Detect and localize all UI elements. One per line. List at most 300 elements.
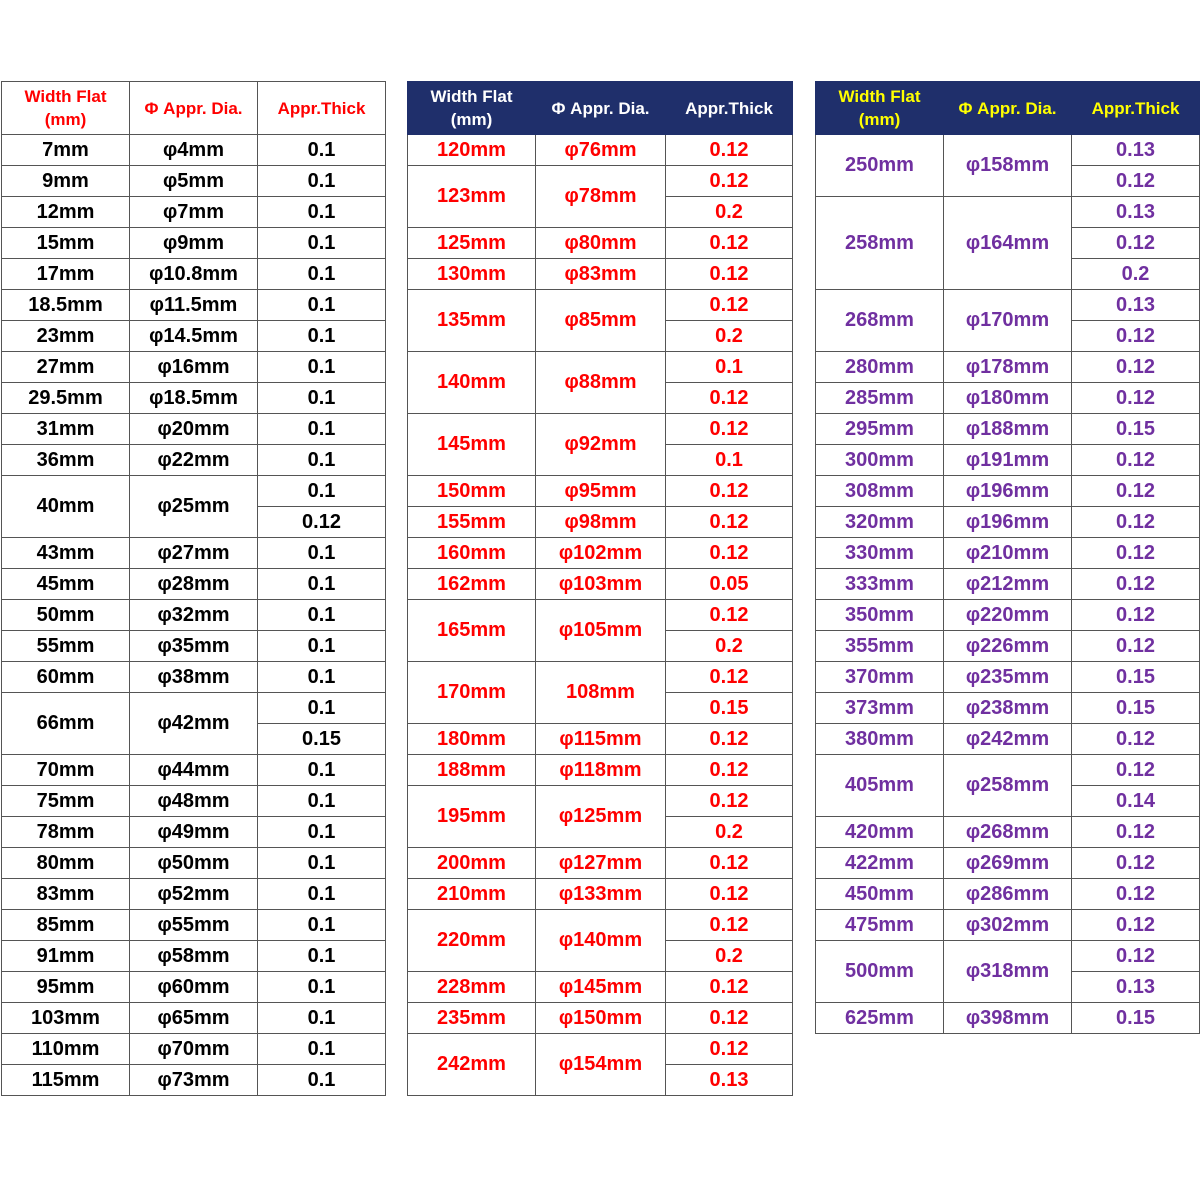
table-row: [408, 259, 793, 290]
table-row: [2, 290, 386, 321]
appr-dia-cell: φ83mm: [536, 259, 666, 290]
width-flat-cell: 625mm: [816, 1003, 944, 1034]
appr-dia-cell: φ73mm: [130, 1065, 258, 1096]
table-row: [816, 631, 1200, 662]
table-header-row: [408, 82, 793, 135]
appr-thick-cell: 0.12: [1072, 755, 1200, 786]
table-row: [408, 476, 793, 507]
table-row: [816, 290, 1200, 321]
table-row: [408, 972, 793, 1003]
table-row: [2, 383, 386, 414]
appr-dia-cell: φ10.8mm: [130, 259, 258, 290]
appr-thick-cell: 0.14: [1072, 786, 1200, 817]
appr-thick-cell: 0.12: [258, 507, 386, 538]
appr-thick-cell: 0.1: [258, 228, 386, 259]
appr-thick-cell: 0.15: [1072, 414, 1200, 445]
table-row: [816, 755, 1200, 786]
appr-dia-cell: φ150mm: [536, 1003, 666, 1034]
appr-dia-cell: φ210mm: [944, 538, 1072, 569]
width-flat-cell: 120mm: [408, 135, 536, 166]
appr-dia-cell: φ238mm: [944, 693, 1072, 724]
width-flat-cell: 55mm: [2, 631, 130, 662]
table-row: [2, 848, 386, 879]
appr-dia-cell: φ20mm: [130, 414, 258, 445]
width-flat-cell: 155mm: [408, 507, 536, 538]
width-flat-cell: 280mm: [816, 352, 944, 383]
width-flat-cell: 320mm: [816, 507, 944, 538]
table-row: [2, 135, 386, 166]
table-row: [816, 848, 1200, 879]
table-row: [816, 1003, 1200, 1034]
appr-dia-cell: φ102mm: [536, 538, 666, 569]
table-row: [408, 135, 793, 166]
table-row: [408, 507, 793, 538]
header-width-flat: Width Flat (mm): [2, 82, 130, 135]
appr-thick-cell: 0.2: [666, 941, 793, 972]
width-flat-cell: 80mm: [2, 848, 130, 879]
appr-thick-cell: 0.12: [666, 879, 793, 910]
appr-thick-cell: 0.12: [666, 383, 793, 414]
appr-thick-cell: 0.12: [1072, 166, 1200, 197]
table-row: [2, 414, 386, 445]
width-flat-cell: 300mm: [816, 445, 944, 476]
appr-dia-cell: φ103mm: [536, 569, 666, 600]
appr-thick-cell: 0.12: [666, 166, 793, 197]
appr-dia-cell: φ38mm: [130, 662, 258, 693]
appr-thick-cell: 0.12: [666, 538, 793, 569]
width-flat-cell: 75mm: [2, 786, 130, 817]
appr-dia-cell: φ188mm: [944, 414, 1072, 445]
appr-dia-cell: φ80mm: [536, 228, 666, 259]
appr-dia-cell: φ4mm: [130, 135, 258, 166]
appr-thick-cell: 0.12: [666, 972, 793, 1003]
table-row: [2, 600, 386, 631]
appr-thick-cell: 0.1: [258, 166, 386, 197]
appr-thick-cell: 0.12: [666, 259, 793, 290]
width-flat-cell: 95mm: [2, 972, 130, 1003]
appr-thick-cell: 0.1: [258, 817, 386, 848]
table-row: [2, 693, 386, 724]
appr-thick-cell: 0.12: [1072, 600, 1200, 631]
appr-dia-cell: φ105mm: [536, 600, 666, 662]
width-flat-cell: 85mm: [2, 910, 130, 941]
appr-thick-cell: 0.1: [258, 290, 386, 321]
width-flat-cell: 135mm: [408, 290, 536, 352]
table-row: [816, 662, 1200, 693]
width-flat-cell: 180mm: [408, 724, 536, 755]
appr-thick-cell: 0.15: [258, 724, 386, 755]
appr-thick-cell: 0.2: [666, 817, 793, 848]
appr-dia-cell: φ220mm: [944, 600, 1072, 631]
appr-dia-cell: φ42mm: [130, 693, 258, 755]
width-flat-cell: 160mm: [408, 538, 536, 569]
width-flat-cell: 333mm: [816, 569, 944, 600]
width-flat-cell: 162mm: [408, 569, 536, 600]
table-row: [816, 197, 1200, 228]
width-flat-cell: 60mm: [2, 662, 130, 693]
table-row: [408, 352, 793, 383]
appr-thick-cell: 0.12: [666, 755, 793, 786]
table-row: [408, 662, 793, 693]
width-flat-cell: 188mm: [408, 755, 536, 786]
appr-thick-cell: 0.1: [258, 538, 386, 569]
appr-dia-cell: φ318mm: [944, 941, 1072, 1003]
appr-thick-cell: 0.12: [1072, 383, 1200, 414]
width-flat-cell: 242mm: [408, 1034, 536, 1096]
table-row: [816, 569, 1200, 600]
table-row: [816, 941, 1200, 972]
width-flat-cell: 29.5mm: [2, 383, 130, 414]
table-row: [408, 1034, 793, 1065]
width-flat-cell: 373mm: [816, 693, 944, 724]
appr-thick-cell: 0.1: [258, 941, 386, 972]
width-flat-cell: 103mm: [2, 1003, 130, 1034]
width-flat-cell: 258mm: [816, 197, 944, 290]
width-flat-cell: 500mm: [816, 941, 944, 1003]
width-flat-cell: 17mm: [2, 259, 130, 290]
width-flat-cell: 330mm: [816, 538, 944, 569]
appr-dia-cell: φ242mm: [944, 724, 1072, 755]
appr-dia-cell: φ154mm: [536, 1034, 666, 1096]
appr-thick-cell: 0.1: [258, 445, 386, 476]
appr-thick-cell: 0.05: [666, 569, 793, 600]
appr-dia-cell: φ22mm: [130, 445, 258, 476]
appr-dia-cell: φ52mm: [130, 879, 258, 910]
width-flat-cell: 91mm: [2, 941, 130, 972]
appr-dia-cell: φ158mm: [944, 135, 1072, 197]
appr-thick-cell: 0.12: [666, 414, 793, 445]
width-flat-cell: 405mm: [816, 755, 944, 817]
appr-thick-cell: 0.12: [666, 848, 793, 879]
appr-thick-cell: 0.15: [666, 693, 793, 724]
appr-dia-cell: φ44mm: [130, 755, 258, 786]
table-row: [2, 476, 386, 507]
table-row: [2, 569, 386, 600]
table-row: [2, 1065, 386, 1096]
table-row: [816, 538, 1200, 569]
appr-dia-cell: φ5mm: [130, 166, 258, 197]
header-appr-dia: Φ Appr. Dia.: [536, 82, 666, 135]
appr-thick-cell: 0.15: [1072, 693, 1200, 724]
appr-thick-cell: 0.12: [666, 228, 793, 259]
table-row: [816, 476, 1200, 507]
table-row: [816, 383, 1200, 414]
appr-thick-cell: 0.12: [1072, 569, 1200, 600]
appr-dia-cell: φ196mm: [944, 507, 1072, 538]
table-row: [408, 879, 793, 910]
table-row: [408, 910, 793, 941]
appr-dia-cell: φ178mm: [944, 352, 1072, 383]
width-flat-cell: 66mm: [2, 693, 130, 755]
width-flat-cell: 130mm: [408, 259, 536, 290]
width-flat-cell: 31mm: [2, 414, 130, 445]
appr-thick-cell: 0.15: [1072, 1003, 1200, 1034]
appr-thick-cell: 0.12: [1072, 941, 1200, 972]
table-row: [2, 817, 386, 848]
appr-thick-cell: 0.1: [258, 414, 386, 445]
appr-dia-cell: φ76mm: [536, 135, 666, 166]
width-flat-cell: 308mm: [816, 476, 944, 507]
width-flat-cell: 210mm: [408, 879, 536, 910]
appr-thick-cell: 0.12: [1072, 848, 1200, 879]
width-flat-cell: 36mm: [2, 445, 130, 476]
appr-thick-cell: 0.12: [1072, 445, 1200, 476]
appr-thick-cell: 0.12: [1072, 910, 1200, 941]
width-flat-cell: 295mm: [816, 414, 944, 445]
appr-dia-cell: φ55mm: [130, 910, 258, 941]
appr-dia-cell: φ50mm: [130, 848, 258, 879]
table-row: [2, 197, 386, 228]
width-flat-cell: 50mm: [2, 600, 130, 631]
spec-table-1: [1, 81, 386, 1096]
appr-thick-cell: 0.12: [1072, 476, 1200, 507]
table-row: [408, 290, 793, 321]
table-row: [2, 352, 386, 383]
appr-thick-cell: 0.2: [666, 197, 793, 228]
appr-dia-cell: φ115mm: [536, 724, 666, 755]
table-row: [2, 910, 386, 941]
appr-dia-cell: φ7mm: [130, 197, 258, 228]
table-row: [2, 1003, 386, 1034]
appr-dia-cell: φ18.5mm: [130, 383, 258, 414]
table-row: [408, 786, 793, 817]
table-row: [408, 538, 793, 569]
appr-thick-cell: 0.12: [666, 1034, 793, 1065]
appr-dia-cell: φ118mm: [536, 755, 666, 786]
table-row: [2, 786, 386, 817]
appr-thick-cell: 0.12: [666, 600, 793, 631]
appr-dia-cell: φ191mm: [944, 445, 1072, 476]
table-row: [816, 414, 1200, 445]
appr-dia-cell: φ127mm: [536, 848, 666, 879]
width-flat-cell: 285mm: [816, 383, 944, 414]
width-flat-cell: 475mm: [816, 910, 944, 941]
width-flat-cell: 9mm: [2, 166, 130, 197]
table-row: [408, 1003, 793, 1034]
table-row: [2, 941, 386, 972]
appr-thick-cell: 0.2: [666, 631, 793, 662]
width-flat-cell: 125mm: [408, 228, 536, 259]
table-header-row: [816, 82, 1200, 135]
appr-dia-cell: φ398mm: [944, 1003, 1072, 1034]
width-flat-cell: 228mm: [408, 972, 536, 1003]
width-flat-cell: 43mm: [2, 538, 130, 569]
appr-dia-cell: φ70mm: [130, 1034, 258, 1065]
table-row: [816, 352, 1200, 383]
appr-thick-cell: 0.1: [258, 383, 386, 414]
appr-dia-cell: φ60mm: [130, 972, 258, 1003]
table-row: [2, 166, 386, 197]
header-appr-thick: Appr.Thick: [258, 82, 386, 135]
table-row: [408, 166, 793, 197]
appr-thick-cell: 0.1: [666, 445, 793, 476]
appr-thick-cell: 0.1: [258, 662, 386, 693]
appr-thick-cell: 0.12: [666, 910, 793, 941]
appr-thick-cell: 0.12: [666, 507, 793, 538]
appr-thick-cell: 0.1: [258, 631, 386, 662]
width-flat-cell: 380mm: [816, 724, 944, 755]
table-row: [2, 879, 386, 910]
appr-dia-cell: φ269mm: [944, 848, 1072, 879]
appr-dia-cell: φ140mm: [536, 910, 666, 972]
appr-thick-cell: 0.2: [666, 321, 793, 352]
table-row: [816, 817, 1200, 848]
appr-thick-cell: 0.1: [258, 1065, 386, 1096]
appr-dia-cell: φ27mm: [130, 538, 258, 569]
table-row: [816, 693, 1200, 724]
appr-dia-cell: φ98mm: [536, 507, 666, 538]
appr-dia-cell: φ65mm: [130, 1003, 258, 1034]
appr-thick-cell: 0.12: [1072, 321, 1200, 352]
appr-thick-cell: 0.2: [1072, 259, 1200, 290]
appr-thick-cell: 0.1: [258, 321, 386, 352]
width-flat-cell: 27mm: [2, 352, 130, 383]
width-flat-cell: 18.5mm: [2, 290, 130, 321]
appr-thick-cell: 0.12: [1072, 631, 1200, 662]
width-flat-cell: 250mm: [816, 135, 944, 197]
appr-thick-cell: 0.1: [258, 197, 386, 228]
appr-dia-cell: φ235mm: [944, 662, 1072, 693]
appr-thick-cell: 0.1: [666, 352, 793, 383]
table-row: [2, 631, 386, 662]
table-row: [408, 848, 793, 879]
width-flat-cell: 70mm: [2, 755, 130, 786]
width-flat-cell: 15mm: [2, 228, 130, 259]
appr-dia-cell: φ258mm: [944, 755, 1072, 817]
appr-thick-cell: 0.12: [666, 135, 793, 166]
appr-dia-cell: φ196mm: [944, 476, 1072, 507]
appr-thick-cell: 0.1: [258, 786, 386, 817]
appr-dia-cell: φ16mm: [130, 352, 258, 383]
appr-thick-cell: 0.12: [1072, 879, 1200, 910]
spec-table-2: [407, 81, 793, 1096]
appr-thick-cell: 0.12: [666, 786, 793, 817]
appr-thick-cell: 0.1: [258, 1003, 386, 1034]
appr-thick-cell: 0.12: [666, 476, 793, 507]
appr-thick-cell: 0.1: [258, 879, 386, 910]
appr-thick-cell: 0.1: [258, 259, 386, 290]
appr-thick-cell: 0.1: [258, 848, 386, 879]
table-row: [408, 755, 793, 786]
width-flat-cell: 40mm: [2, 476, 130, 538]
table-row: [816, 507, 1200, 538]
appr-dia-cell: φ302mm: [944, 910, 1072, 941]
width-flat-cell: 370mm: [816, 662, 944, 693]
appr-thick-cell: 0.1: [258, 910, 386, 941]
table-row: [408, 569, 793, 600]
spec-table-3: [815, 81, 1200, 1034]
width-flat-cell: 145mm: [408, 414, 536, 476]
appr-thick-cell: 0.1: [258, 600, 386, 631]
appr-dia-cell: φ85mm: [536, 290, 666, 352]
header-width-flat: Width Flat (mm): [816, 82, 944, 135]
appr-thick-cell: 0.1: [258, 569, 386, 600]
width-flat-cell: 45mm: [2, 569, 130, 600]
table-row: [816, 910, 1200, 941]
header-appr-dia: Φ Appr. Dia.: [130, 82, 258, 135]
width-flat-cell: 268mm: [816, 290, 944, 352]
appr-thick-cell: 0.12: [1072, 228, 1200, 259]
width-flat-cell: 450mm: [816, 879, 944, 910]
width-flat-cell: 78mm: [2, 817, 130, 848]
appr-dia-cell: φ180mm: [944, 383, 1072, 414]
appr-thick-cell: 0.13: [1072, 290, 1200, 321]
table-row: [408, 228, 793, 259]
appr-dia-cell: φ11.5mm: [130, 290, 258, 321]
width-flat-cell: 150mm: [408, 476, 536, 507]
appr-dia-cell: φ32mm: [130, 600, 258, 631]
width-flat-cell: 235mm: [408, 1003, 536, 1034]
appr-dia-cell: φ9mm: [130, 228, 258, 259]
appr-thick-cell: 0.12: [1072, 724, 1200, 755]
appr-thick-cell: 0.12: [666, 662, 793, 693]
appr-thick-cell: 0.13: [666, 1065, 793, 1096]
appr-dia-cell: φ58mm: [130, 941, 258, 972]
appr-thick-cell: 0.12: [1072, 507, 1200, 538]
appr-thick-cell: 0.1: [258, 476, 386, 507]
appr-thick-cell: 0.12: [1072, 538, 1200, 569]
appr-dia-cell: φ145mm: [536, 972, 666, 1003]
appr-dia-cell: φ286mm: [944, 879, 1072, 910]
appr-thick-cell: 0.12: [666, 1003, 793, 1034]
appr-dia-cell: φ78mm: [536, 166, 666, 228]
table-row: [408, 600, 793, 631]
appr-dia-cell: φ25mm: [130, 476, 258, 538]
width-flat-cell: 7mm: [2, 135, 130, 166]
appr-dia-cell: φ133mm: [536, 879, 666, 910]
appr-dia-cell: φ35mm: [130, 631, 258, 662]
width-flat-cell: 12mm: [2, 197, 130, 228]
appr-thick-cell: 0.13: [1072, 135, 1200, 166]
appr-thick-cell: 0.1: [258, 755, 386, 786]
table-row: [2, 445, 386, 476]
appr-thick-cell: 0.1: [258, 352, 386, 383]
table-row: [2, 321, 386, 352]
header-appr-dia: Φ Appr. Dia.: [944, 82, 1072, 135]
appr-dia-cell: φ164mm: [944, 197, 1072, 290]
width-flat-cell: 140mm: [408, 352, 536, 414]
appr-thick-cell: 0.13: [1072, 972, 1200, 1003]
appr-thick-cell: 0.13: [1072, 197, 1200, 228]
table-row: [2, 662, 386, 693]
appr-dia-cell: φ92mm: [536, 414, 666, 476]
width-flat-cell: 110mm: [2, 1034, 130, 1065]
width-flat-cell: 23mm: [2, 321, 130, 352]
appr-thick-cell: 0.12: [666, 724, 793, 755]
width-flat-cell: 422mm: [816, 848, 944, 879]
header-appr-thick: Appr.Thick: [1072, 82, 1200, 135]
appr-thick-cell: 0.12: [1072, 817, 1200, 848]
table-row: [816, 600, 1200, 631]
table-row: [2, 1034, 386, 1065]
appr-thick-cell: 0.1: [258, 1034, 386, 1065]
appr-thick-cell: 0.1: [258, 972, 386, 1003]
table-row: [816, 879, 1200, 910]
table-row: [2, 972, 386, 1003]
table-row: [2, 755, 386, 786]
appr-dia-cell: φ125mm: [536, 786, 666, 848]
appr-dia-cell: φ268mm: [944, 817, 1072, 848]
header-width-flat: Width Flat (mm): [408, 82, 536, 135]
width-flat-cell: 170mm: [408, 662, 536, 724]
width-flat-cell: 420mm: [816, 817, 944, 848]
appr-dia-cell: φ14.5mm: [130, 321, 258, 352]
table-row: [2, 228, 386, 259]
appr-thick-cell: 0.1: [258, 135, 386, 166]
appr-thick-cell: 0.1: [258, 693, 386, 724]
width-flat-cell: 220mm: [408, 910, 536, 972]
appr-dia-cell: φ49mm: [130, 817, 258, 848]
